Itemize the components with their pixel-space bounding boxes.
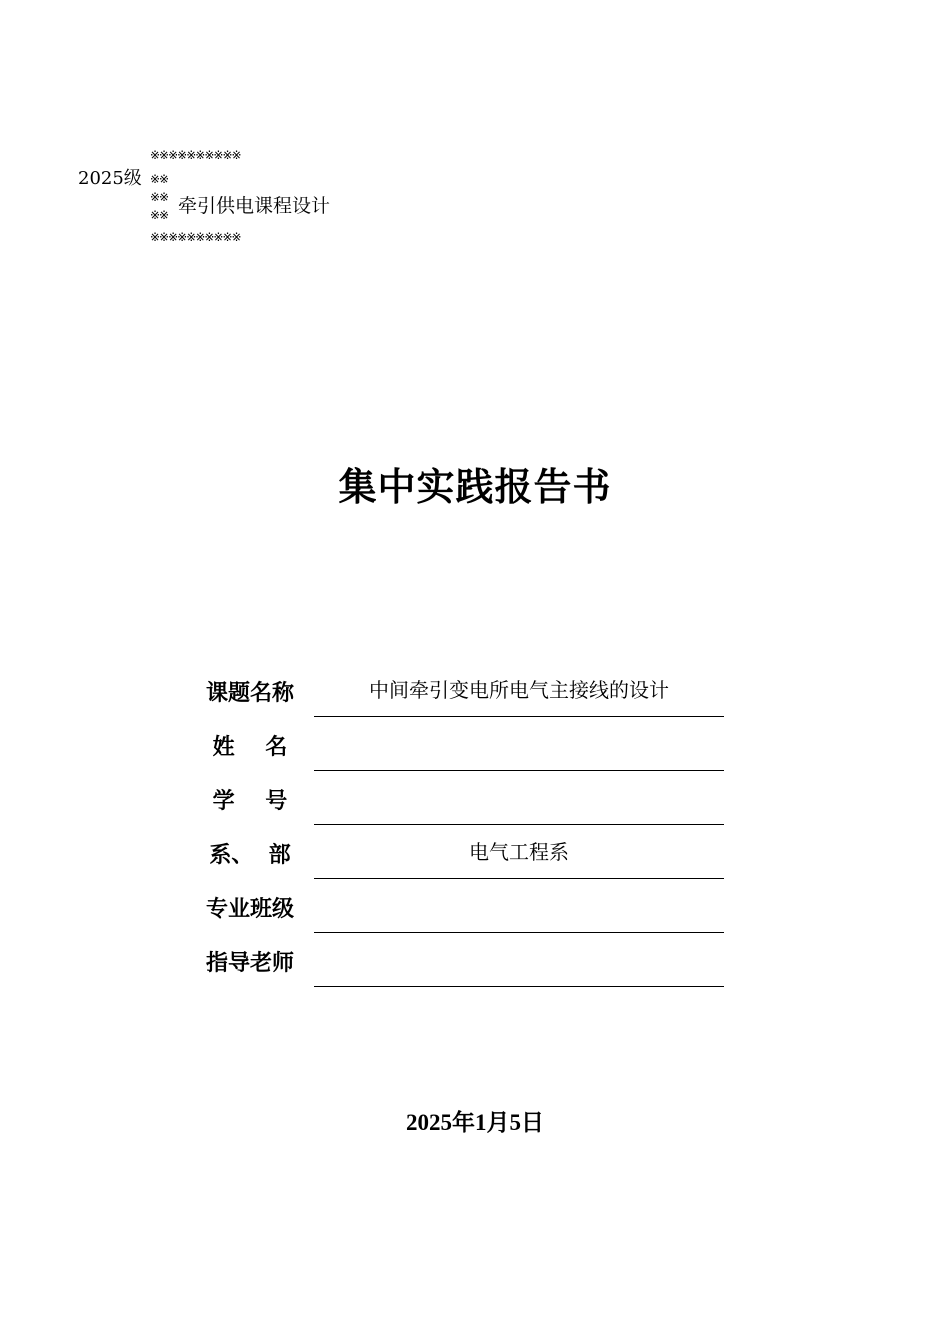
info-value-field: 电气工程系	[314, 838, 724, 879]
info-label: 课题名称	[205, 681, 294, 706]
report-date: 2025年1月5日	[406, 1110, 544, 1135]
info-row-class	[190, 878, 730, 932]
info-row-student-id	[190, 770, 730, 824]
header-stars-left-1: ※※	[150, 172, 169, 186]
info-row-name	[190, 716, 730, 770]
info-value-field	[314, 892, 724, 933]
header-stars-left-2: ※※	[150, 190, 169, 204]
header-year: 2025级	[78, 168, 142, 189]
info-label: 姓 名	[212, 735, 288, 760]
info-value-field: 中间牵引变电所电气主接线的设计	[314, 676, 724, 717]
info-table	[190, 662, 730, 986]
info-label: 专业班级	[205, 897, 294, 922]
info-row-advisor	[190, 932, 730, 986]
header-stars-top: ※※※※※※※※※※	[150, 148, 241, 162]
info-value-field	[314, 784, 724, 825]
info-label: 系、 部	[209, 843, 291, 868]
info-label: 学 号	[212, 789, 288, 814]
info-row-topic	[190, 662, 730, 716]
info-label: 指导老师	[205, 951, 294, 976]
info-value-field	[314, 946, 724, 987]
header-stars-left-3: ※※	[150, 208, 169, 222]
header-stars-bottom: ※※※※※※※※※※	[150, 230, 241, 244]
info-value-field	[314, 730, 724, 771]
page-title: 集中实践报告书	[338, 465, 612, 509]
info-row-department	[190, 824, 730, 878]
header-course-name: 牵引供电课程设计	[178, 195, 331, 217]
